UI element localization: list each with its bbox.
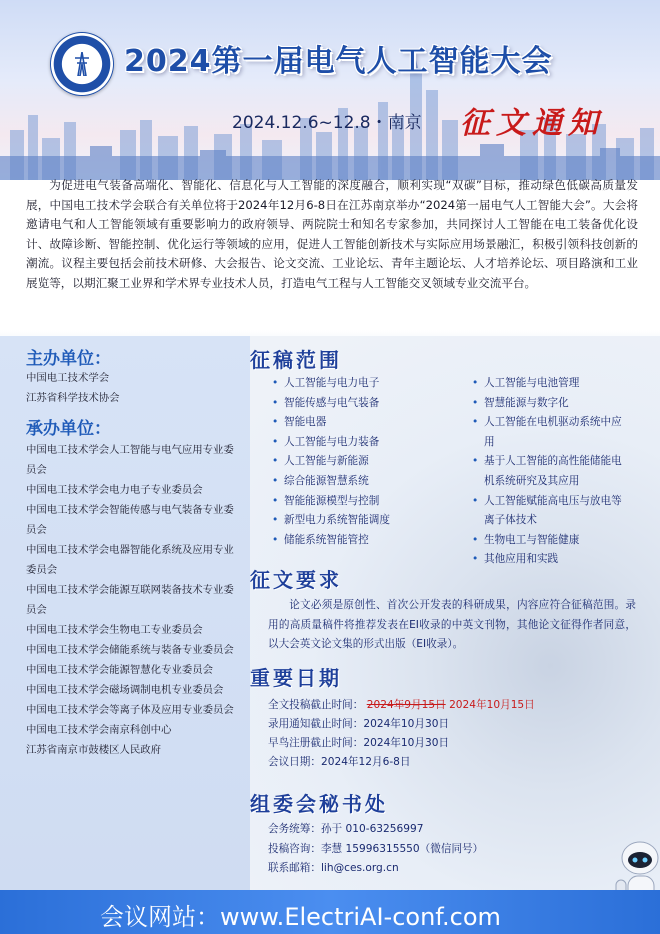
consult-label: 投稿咨询： [268, 842, 321, 855]
call-for-papers-title: 征文通知 [460, 106, 604, 141]
list-item: • 人工智能赋能高电压与放电等离子体技术 [472, 492, 624, 531]
early-date: 2024年10月30日 [363, 737, 450, 749]
email-label: 联系邮箱： [268, 862, 321, 875]
list-item: 中国电工技术学会能源智慧化专业委员会 [26, 664, 214, 676]
website-label: 会议网站： [100, 903, 220, 931]
meeting-label: 会议日期： [268, 756, 321, 768]
meeting-dates [268, 753, 535, 772]
acceptance-date: 2024年10月30日 [363, 718, 450, 730]
submission-old-date: 2024年9月15日 [366, 699, 446, 711]
submission-deadline [268, 696, 535, 715]
requirements-text: 论文必须是原创性、首次公开发表的科研成果，内容应符合征稿范围。录用的高质量稿件将推荐发表在EI收录的中英文刊物，其他论文征得作者同意，以大会英文论文集的形式出版（EI收录）。 [268, 599, 636, 651]
transmission-tower-icon [72, 52, 92, 76]
contacts-list [268, 820, 483, 879]
list-item: 中国电工技术学会电力电子专业委员会 [26, 484, 203, 496]
scope-heading: 征稿范围 [250, 348, 342, 372]
list-item: 江苏省科学技术协会 [26, 392, 120, 404]
list-item: 中国电工技术学会人工智能与电气应用专业委员会 [26, 444, 234, 476]
sponsors-heading: 主办单位： [26, 349, 111, 369]
organizers-heading: 承办单位： [26, 419, 111, 439]
list-item: 中国电工技术学会 [26, 372, 110, 384]
society-logo [50, 32, 114, 96]
list-item: • 人工智能与电力装备 [272, 433, 462, 453]
consult-value: 李慧 15996315550（微信同号） [320, 842, 484, 855]
list-item: 中国电工技术学会磁场调制电机专业委员会 [26, 684, 224, 696]
list-item: • 综合能源智慧系统 [272, 472, 462, 492]
list-item: • 生物电工与智能健康 [472, 531, 624, 551]
list-item: • 智能传感与电气装备 [272, 394, 462, 414]
list-item: • 储能系统智能管控 [272, 531, 462, 551]
website-link[interactable]: www.ElectriAI-conf.com [220, 903, 501, 931]
coordinator-contact [268, 820, 483, 840]
list-item: • 智能电器 [272, 413, 462, 433]
list-item: • 人工智能与电力电子 [272, 374, 462, 394]
early-registration-deadline [268, 734, 535, 753]
requirements-heading: 征文要求 [250, 568, 342, 592]
list-item: • 人工智能在电机驱动系统中应用 [472, 413, 624, 452]
list-item: 中国电工技术学会南京科创中心 [26, 724, 172, 736]
scope-list-right [472, 374, 624, 570]
list-item: • 智能能源模型与控制 [272, 492, 462, 512]
date-location: 2024.12.6~12.8・南京 [232, 113, 422, 133]
conference-title: 2024第一届电气人工智能大会 [124, 44, 553, 79]
secretariat-heading: 组委会秘书处 [250, 792, 388, 816]
dates-list [268, 696, 535, 772]
list-item: • 智慧能源与数字化 [472, 394, 624, 414]
scope-list-left [272, 374, 462, 550]
coordinator-value: 孙于 010-63256997 [320, 823, 424, 835]
list-item: • 人工智能与新能源 [272, 452, 462, 472]
meeting-date: 2024年12月6-8日 [320, 756, 411, 768]
list-item: • 人工智能与电池管理 [472, 374, 624, 394]
footer-bar [0, 890, 660, 934]
email-contact [268, 859, 483, 879]
intro-paragraph: 为促进电气装备高端化、智能化、信息化与人工智能的深度融合，顺利实现“双碳”目标，推动绿色低碳高质量发展，中国电工技术学会联合有关单位将于2024年12月6-8日在江苏南京举办“2024第一届电气人工智能大会”。大会将邀请电气和人工智能领域有重要影响力的政府领导、两院院士和知名专家参加，共同探讨人工智能在电工装备优化设计、故障诊断、智能控制、优化运行等领域的应用，促进人工智能创新技术与实际应用场景融汇，积极引领科技创新的潮流。议程主要包括会前技术研修、大会报告、论文交流、工业论坛、青年主题论坛、人才培养论坛、项目路演和工业展览等，以期汇聚工业界和学术界专业技术人员，打造电气工程与人工智能交叉领域专业交流平台。 [26, 178, 638, 290]
list-item: 中国电工技术学会智能传感与电气装备专业委员会 [26, 504, 234, 536]
email-link[interactable]: lih@ces.org.cn [320, 862, 399, 875]
list-item: 中国电工技术学会储能系统与装备专业委员会 [26, 644, 234, 656]
submission-new-date: 2024年10月15日 [449, 699, 535, 711]
list-item: • 其他应用和实践 [472, 550, 624, 570]
list-item: 江苏省南京市鼓楼区人民政府 [26, 744, 162, 756]
organizations-panel [0, 336, 250, 890]
list-item: • 新型电力系统智能调度 [272, 511, 462, 531]
list-item: 中国电工技术学会电器智能化系统及应用专业委员会 [26, 544, 234, 576]
dates-heading: 重要日期 [250, 666, 342, 690]
organizers-list [26, 440, 240, 760]
sponsors-list [26, 368, 240, 408]
consult-contact [268, 840, 483, 860]
list-item: 中国电工技术学会生物电工专业委员会 [26, 624, 203, 636]
coordinator-label: 会务统筹： [268, 823, 321, 835]
submission-label: 全文投稿截止时间： [268, 699, 364, 711]
website-line [100, 897, 501, 932]
list-item: • 基于人工智能的高性能储能电机系统研究及其应用 [472, 452, 624, 491]
acceptance-label: 录用通知截止时间： [268, 718, 364, 730]
list-item: 中国电工技术学会能源互联网装备技术专业委员会 [26, 584, 234, 616]
details-panel [250, 336, 660, 890]
early-label: 早鸟注册截止时间： [268, 737, 364, 749]
list-item: 中国电工技术学会等离子体及应用专业委员会 [26, 704, 234, 716]
acceptance-deadline [268, 715, 535, 734]
